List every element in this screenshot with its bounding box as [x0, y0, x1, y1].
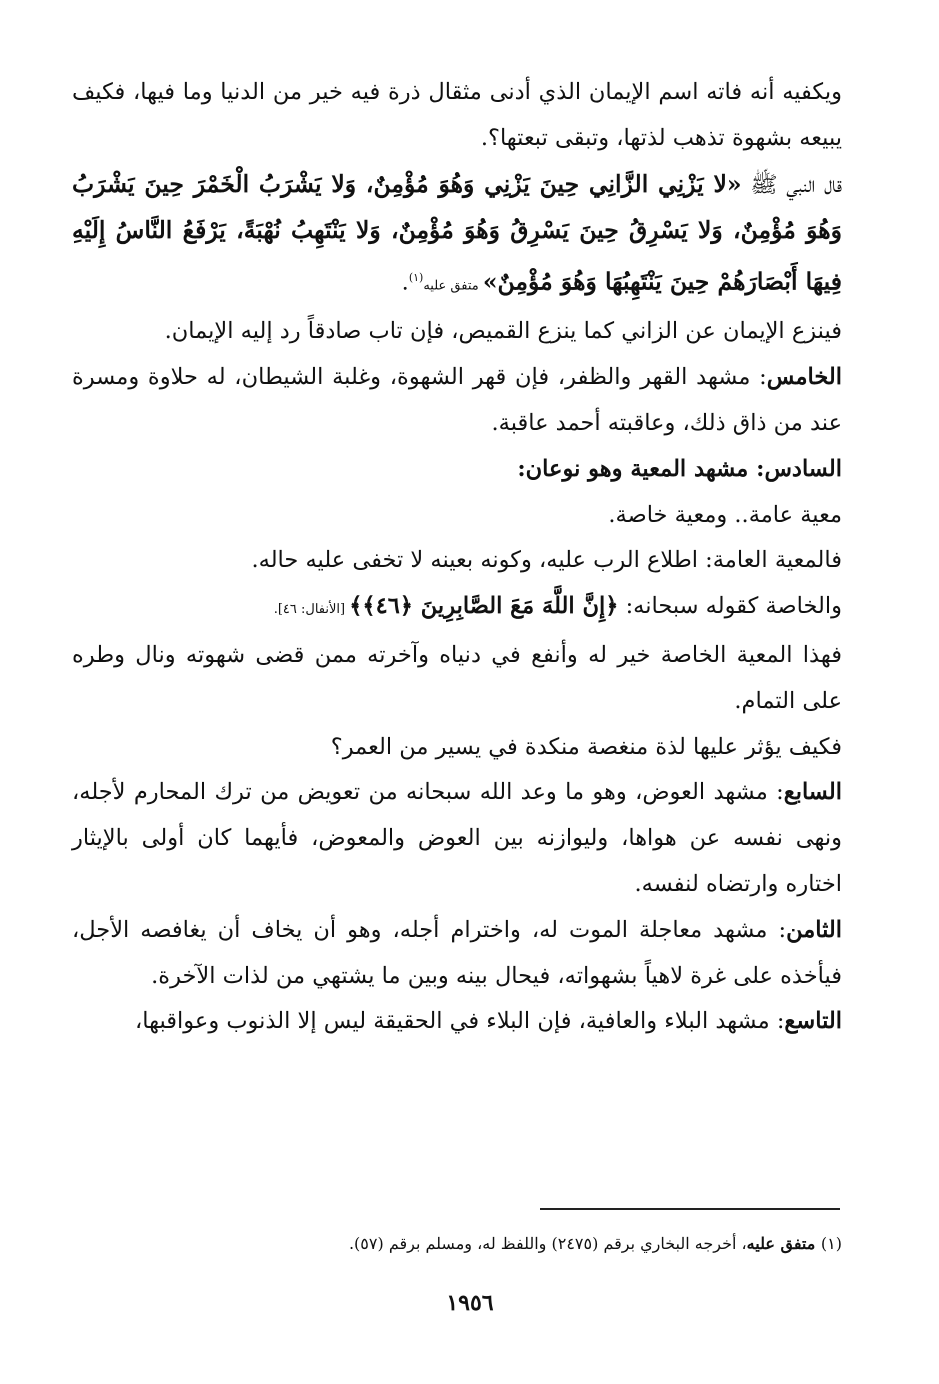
paragraph: فهذا المعية الخاصة خير له وأنفع في دنياه وآخرته ممن قضى شهوته ونال وطره على التمام. [72, 642, 842, 714]
section-label: السابع [783, 779, 842, 806]
footnote-divider [540, 1208, 840, 1210]
section-label: السادس [764, 455, 842, 482]
paragraph: فكيف يؤثر عليها لذة منغصة منكدة في يسير من العمر؟ [330, 733, 842, 760]
section-label: التاسع [784, 1008, 842, 1035]
paragraph: التاسع: مشهد البلاء والعافية، فإن البلاء في الحقيقة ليس إلا الذنوب وعواقبها، [135, 1008, 842, 1035]
quran-verse: ﴿إِنَّ اللَّهَ مَعَ الصَّابِرِينَ ﴿٤٦﴾﴾ [349, 593, 619, 620]
paragraph: الثامن: مشهد معاجلة الموت له، واخترام أجله، وهو أن يخاف أن يغافصه الأجل، فيأخذه على غرة لاهياً بشهواته، فيحال بينه وبين ما يشتهي من لذات الآخرة. [72, 916, 842, 989]
main-text [72, 70, 842, 1045]
hadith-reference: متفق عليه [423, 278, 483, 294]
page-number: ١٩٥٦ [446, 1290, 494, 1316]
hadith-text: «لا يَزْنِي الزَّانِي حِينَ يَزْنِي وَهُوَ مُؤْمِنٌ، وَلا يَشْرَبُ الْخَمْرَ حِينَ يَشْرَبُ وَهُوَ مُؤْمِنٌ، وَلا يَسْرِقُ حِينَ يَسْرِقُ وَهُوَ مُؤْمِنٌ، وَلا يَنْتَهِبُ نُهْبَةً، يَرْفَعُ النَّاسُ إِلَيْهِ فِيهَا أَبْصَارَهُمْ حِينَ يَنْتَهِبُهَا وَهُوَ مُؤْمِنٌ» [72, 169, 842, 296]
paragraph: ويكفيه أنه فاته اسم الإيمان الذي أدنى مثقال ذرة فيه خير من الدنيا وما فيها، فكيف يبيعه بشهوة تذهب لذتها، وتبقى تبعتها؟. [72, 79, 842, 151]
quran-paragraph: والخاصة كقوله سبحانه: ﴿إِنَّ اللَّهَ مَعَ الصَّابِرِينَ ﴿٤٦﴾﴾ [الأنفال: ٤٦]. [273, 593, 842, 620]
footnote-text: ، أخرجه البخاري برقم (٢٤٧٥) واللفظ له، ومسلم برقم (٥٧). [348, 1234, 747, 1253]
paragraph: السابع: مشهد العوض، وهو ما وعد الله سبحانه من تعويض من ترك المحارم لأجله، ونهى نفسه عن هواها، وليوازنه بين العوض والمعوض، فأيهما كان أولى بالإيثار اختاره وارتضاه لنفسه. [72, 779, 842, 898]
verse-reference: [الأنفال: ٤٦]. [273, 602, 350, 618]
footnote [230, 1232, 842, 1256]
paragraph: معية عامة.. ومعية خاصة. [608, 501, 842, 528]
paragraph: السادس: مشهد المعية وهو نوعان: [517, 455, 842, 482]
paragraph: الخامس: مشهد القهر والظفر، فإن قهر الشهوة، وغلبة الشيطان، له حلاوة ومسرة عند من ذاق ذلك، وعاقبته أحمد عاقبة. [72, 364, 842, 437]
paragraph: فالمعية العامة: اطلاع الرب عليه، وكونه بعينه لا تخفى عليه حاله. [251, 547, 842, 574]
footnote-marker: (١) [408, 271, 424, 285]
section-label: الثامن [786, 916, 842, 943]
hadith-paragraph: قال النبي ﷺ «لا يَزْنِي الزَّانِي حِينَ يَزْنِي وَهُوَ مُؤْمِنٌ، وَلا يَشْرَبُ الْخَمْرَ حِينَ يَشْرَبُ وَهُوَ مُؤْمِنٌ، وَلا يَسْرِقُ حِينَ يَسْرِقُ وَهُوَ مُؤْمِنٌ، وَلا يَنْتَهِبُ نُهْبَةً، يَرْفَعُ النَّاسُ إِلَيْهِ فِيهَا أَبْصَارَهُمْ حِينَ يَنْتَهِبُهَا وَهُوَ مُؤْمِنٌ» متفق عليه$^{(١)}$. [72, 169, 843, 296]
section-label: الخامس [766, 364, 842, 391]
paragraph: فينزع الإيمان عن الزاني كما ينزع القميص، فإن تاب صادقاً رد إليه الإيمان. [164, 318, 842, 345]
footnote-number: (١) [820, 1234, 842, 1253]
footnote-label: متفق عليه [746, 1234, 821, 1253]
